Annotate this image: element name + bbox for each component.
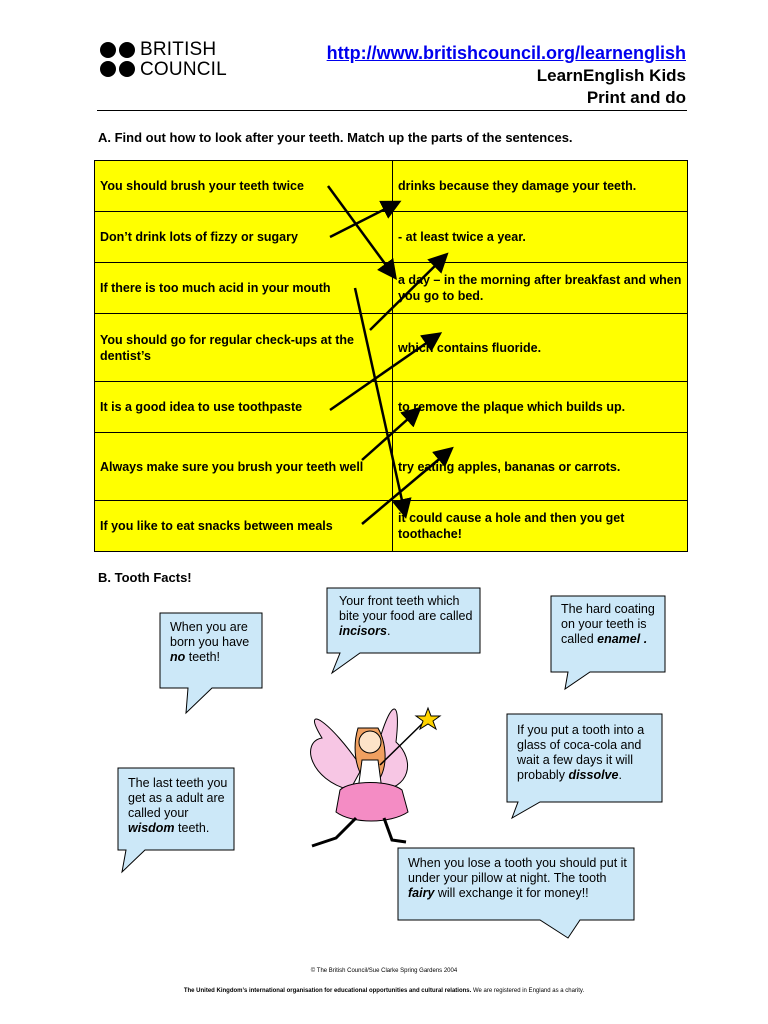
sentence-end: drinks because they damage your teeth. bbox=[393, 161, 688, 212]
sentence-end: which contains fluoride. bbox=[393, 314, 688, 382]
sentence-end: - at least twice a year. bbox=[393, 212, 688, 263]
sentence-start: Always make sure you brush your teeth well bbox=[95, 433, 393, 501]
bubble-text-fairy: When you lose a tooth you should put it under your pillow at night. The tooth fairy will exchange it for money!! bbox=[408, 856, 627, 900]
bubble-text-coca-cola: If you put a tooth into a glass of coca-cola and wait a few days it will probably dissolve. bbox=[517, 723, 645, 782]
bubble-text-born: When you are born you have no teeth! bbox=[170, 620, 250, 664]
bubble-text-incisors: Your front teeth which bite your food are called incisors. bbox=[339, 594, 473, 638]
logo-line-2: COUNCIL bbox=[140, 59, 227, 80]
sentence-end: a day – in the morning after breakfast and when you go to bed. bbox=[393, 263, 688, 314]
footer-copyright: © The British Council/Sue Clarke Spring Gardens 2004 bbox=[310, 968, 458, 974]
sentence-start: It is a good idea to use toothpaste bbox=[95, 382, 393, 433]
site-name: LearnEnglish Kids bbox=[536, 66, 686, 85]
fairy-head bbox=[359, 731, 381, 753]
bubble-text-enamel: The hard coating on your teeth is called enamel . bbox=[561, 602, 655, 646]
print-and-do: Print and do bbox=[586, 88, 686, 107]
bubble-text-wisdom: The last teeth you get as a adult are called your wisdom teeth. bbox=[128, 776, 228, 835]
tooth-fairy-illustration bbox=[311, 708, 440, 846]
logo-line-1: BRITISH bbox=[140, 39, 217, 60]
fairy-wing-left bbox=[311, 719, 362, 790]
sentence-end: try eating apples, bananas or carrots. bbox=[393, 433, 688, 501]
footer-organisation: The United Kingdom’s international organisation for educational opportunities and cultural relations. We are registered in England as a charity. bbox=[183, 988, 585, 994]
section-b-title: B. Tooth Facts! bbox=[98, 570, 192, 585]
sentence-start: If you like to eat snacks between meals bbox=[95, 501, 393, 552]
sentence-start: Don’t drink lots of fizzy or sugary bbox=[95, 212, 393, 263]
sentence-start: If there is too much acid in your mouth bbox=[95, 263, 393, 314]
sentence-end: it could cause a hole and then you get toothache! bbox=[393, 501, 688, 552]
sentence-start: You should go for regular check-ups at the dentist’s bbox=[95, 314, 393, 382]
sentence-start: You should brush your teeth twice bbox=[95, 161, 393, 212]
section-a-title: A. Find out how to look after your teeth. Match up the parts of the sentences. bbox=[98, 130, 573, 145]
sentence-end: to remove the plaque which builds up. bbox=[393, 382, 688, 433]
fairy-legs bbox=[312, 818, 406, 846]
learnenglish-link[interactable]: http://www.britishcouncil.org/learnenglish bbox=[326, 43, 686, 63]
fairy-skirt bbox=[336, 783, 408, 822]
